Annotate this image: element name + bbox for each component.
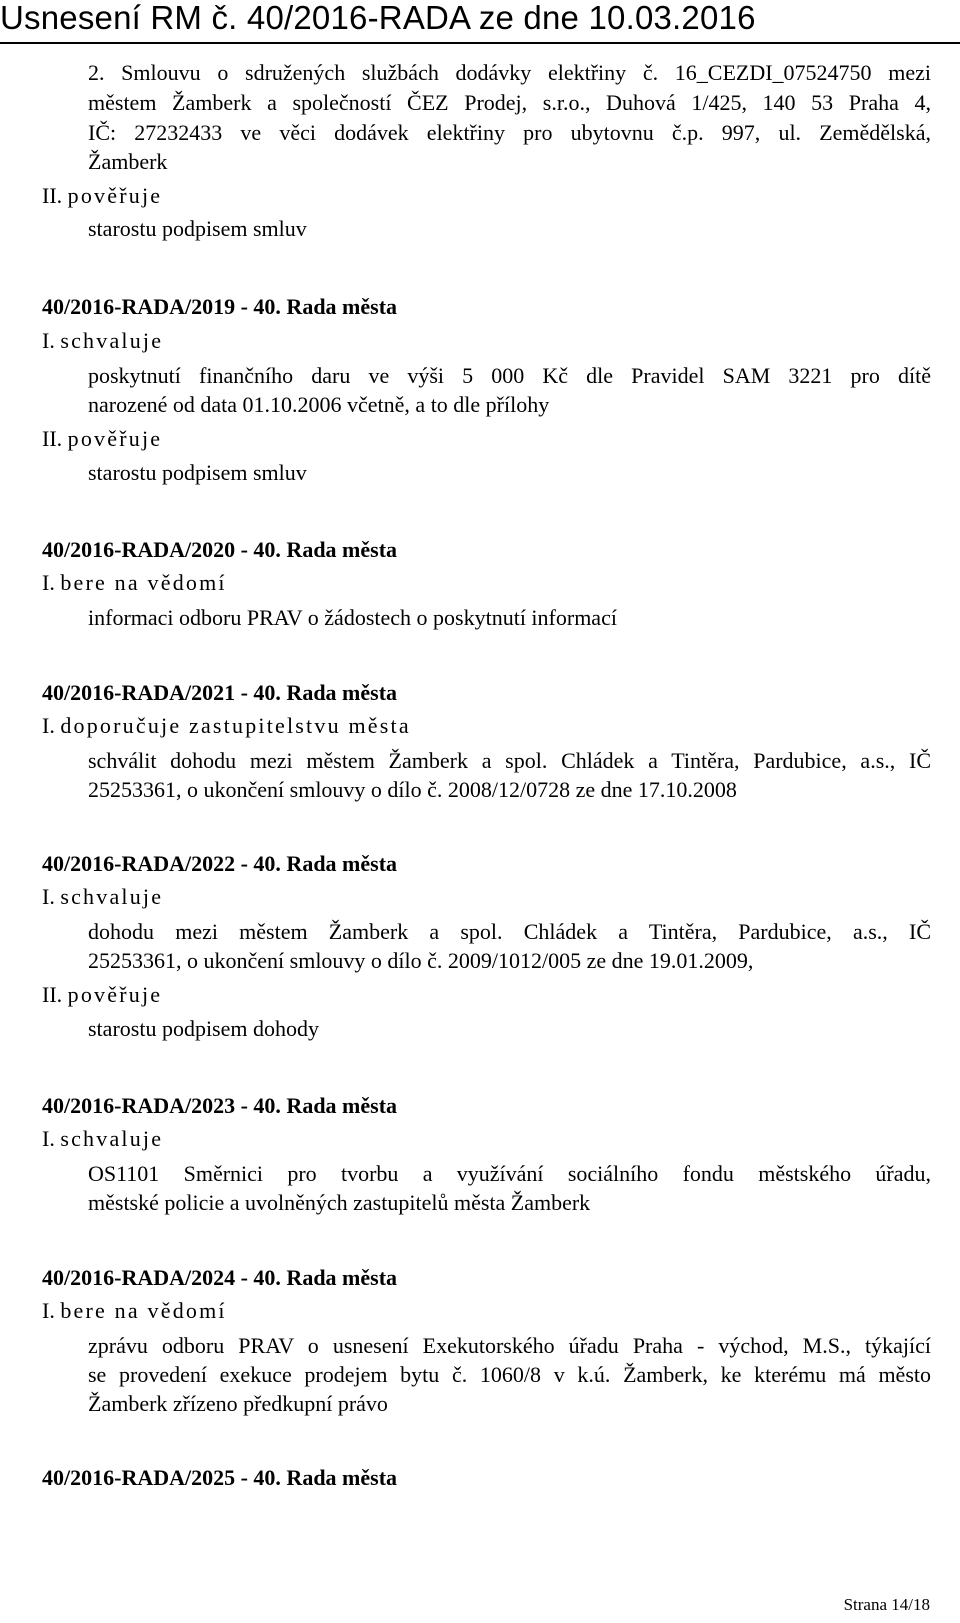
roman-numeral (42, 980, 162, 1010)
resolution-verb: schvaluje (60, 884, 164, 909)
roman-numeral (42, 882, 163, 912)
roman-label: II. (42, 426, 63, 451)
resolution-verb: schvaluje (60, 328, 164, 353)
header-divider (0, 42, 960, 44)
resolution-text: informaci odboru PRAV o žádostech o poskytnutí informací (88, 605, 617, 630)
roman-label: I. (42, 570, 55, 595)
resolution-text: městské policie a uvolněných zastupitelů města Žamberk (88, 1190, 591, 1215)
resolution-verb: pověřuje (67, 183, 163, 208)
roman-label: I. (42, 1298, 55, 1323)
roman-label: I. (42, 884, 55, 909)
item2-line-3: IČ: 27232433 ve věci dodávek elektřiny pro ubytovnu č.p. 997, ul. Zemědělská, (88, 120, 931, 145)
page-number: Strana 14/18 (843, 1595, 930, 1614)
resolution-text: dohodu mezi městem Žamberk a spol. Chládek a Tintěra, Pardubice, a.s., IČ (88, 919, 931, 944)
roman-label: II. (42, 982, 63, 1007)
resolution-heading: 40/2016-RADA/2024 - 40. Rada města (42, 1265, 398, 1290)
roman-numeral (42, 568, 227, 598)
resolution-verb: pověřuje (67, 426, 163, 451)
roman-numeral (42, 1296, 227, 1326)
resolution-verb: pověřuje (67, 982, 163, 1007)
resolution-text: narozené od data 01.10.2006 včetně, a to dle přílohy (88, 392, 550, 417)
roman-numeral (42, 711, 411, 741)
resolution-text: Žamberk zřízeno předkupní právo (88, 1391, 388, 1416)
resolution-heading: 40/2016-RADA/2025 - 40. Rada města (42, 1465, 398, 1490)
roman-numeral (42, 181, 162, 211)
item2-line-2: městem Žamberk a společností ČEZ Prodej, s.r.o., Duhová 1/425, 140 53 Praha 4, (88, 90, 931, 115)
resolution-text: 25253361, o ukončení smlouvy o dílo č. 2008/12/0728 ze dne 17.10.2008 (88, 777, 737, 802)
resolution-verb: schvaluje (60, 1126, 164, 1151)
document-title: Usnesení RM č. 40/2016-RADA ze dne 10.03.2016 (0, 0, 756, 36)
item2-line-4: Žamberk (88, 149, 168, 174)
resolution-text: se provedení exekuce prodejem bytu č. 1060/8 v k.ú. Žamberk, ke kterému má město (88, 1362, 931, 1387)
roman-label: II. (42, 183, 63, 208)
resolution-heading: 40/2016-RADA/2022 - 40. Rada města (42, 851, 398, 876)
item2-line-1: 2. Smlouvu o sdružených službách dodávky elektřiny č. 16_CEZDI_07524750 mezi (88, 60, 931, 85)
resolution-heading: 40/2016-RADA/2021 - 40. Rada města (42, 680, 398, 705)
roman-label: I. (42, 328, 55, 353)
roman-numeral (42, 326, 163, 356)
resolution-verb: doporučuje zastupitelstvu města (60, 713, 411, 738)
resolution-text: schválit dohodu mezi městem Žamberk a spol. Chládek a Tintěra, Pardubice, a.s., IČ (88, 748, 931, 773)
resolution-heading: 40/2016-RADA/2019 - 40. Rada města (42, 294, 398, 319)
roman-numeral (42, 1124, 163, 1154)
resolution-text: 25253361, o ukončení smlouvy o dílo č. 2009/1012/005 ze dne 19.01.2009, (88, 948, 754, 973)
resolution-verb: bere na vědomí (60, 1298, 227, 1323)
resolution-text: starostu podpisem smluv (88, 460, 307, 485)
resolution-text: OS1101 Směrnici pro tvorbu a využívání sociálního fondu městského úřadu, (88, 1161, 931, 1186)
resolution-text: poskytnutí finančního daru ve výši 5 000 Kč dle Pravidel SAM 3221 pro dítě (88, 363, 931, 388)
resolution-verb: bere na vědomí (60, 570, 227, 595)
resolution-heading: 40/2016-RADA/2023 - 40. Rada města (42, 1093, 398, 1118)
roman-label: I. (42, 713, 55, 738)
roman-label: I. (42, 1126, 55, 1151)
roman-numeral (42, 424, 162, 454)
resolution-text: zprávu odboru PRAV o usnesení Exekutorského úřadu Praha - východ, M.S., týkající (88, 1333, 931, 1358)
resolution-text: starostu podpisem smluv (88, 216, 307, 241)
resolution-text: starostu podpisem dohody (88, 1016, 319, 1041)
resolution-heading: 40/2016-RADA/2020 - 40. Rada města (42, 537, 398, 562)
